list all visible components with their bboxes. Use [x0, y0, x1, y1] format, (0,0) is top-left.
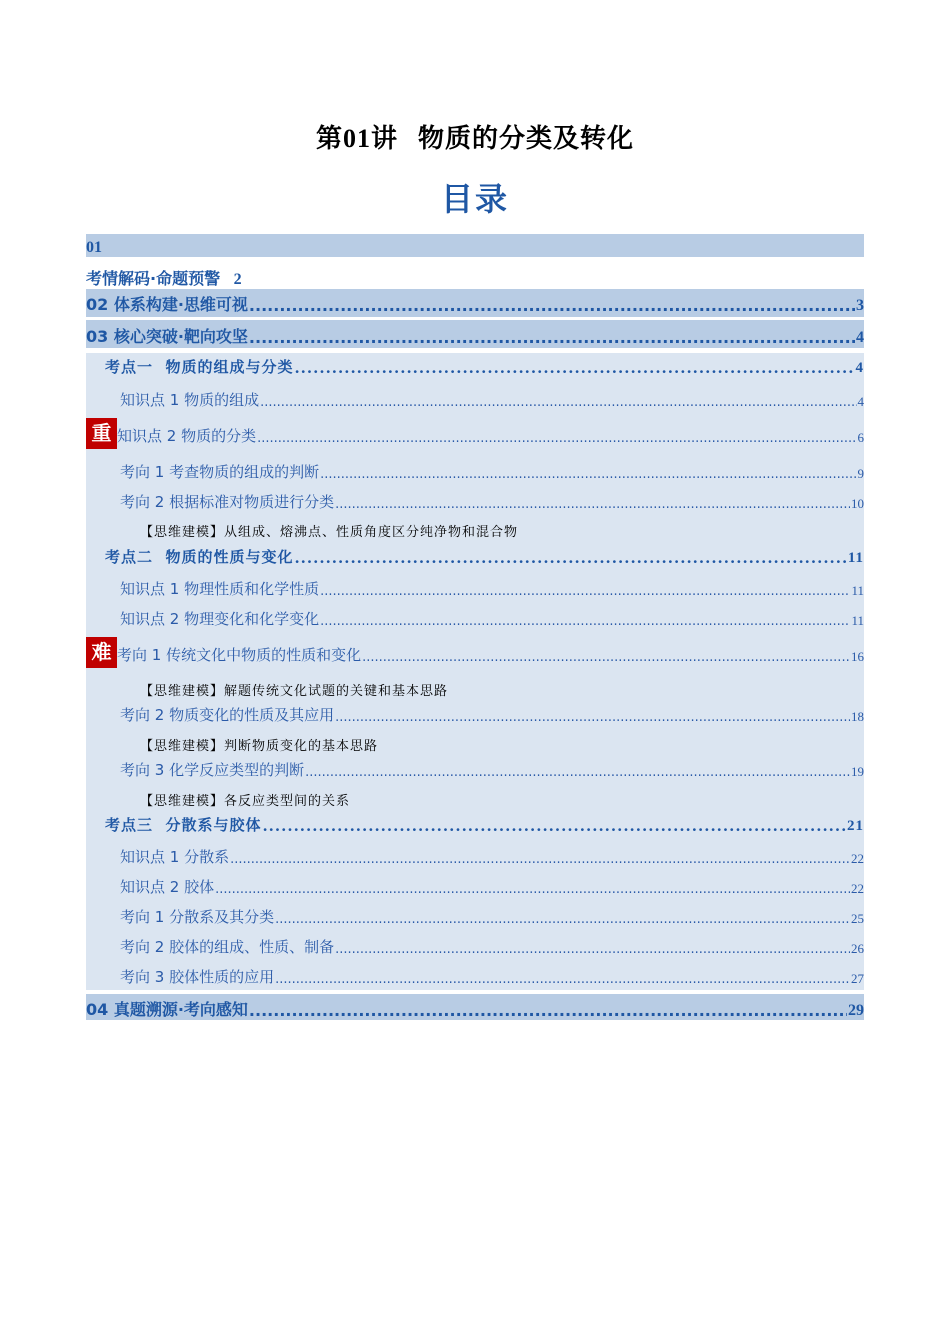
page-title — [0, 118, 950, 155]
toc-item-label: 考向 1 考查物质的组成的判断 — [120, 463, 320, 481]
toc-k1-zhishidian-2[interactable] — [86, 425, 864, 446]
toc-item-page: 6 — [857, 430, 864, 445]
title-prefix: 第 — [315, 124, 343, 154]
toc-kaodian-3-label: 考点三 分散系与胶体 — [105, 816, 262, 834]
toc-item-label: 知识点 1 物理性质和化学性质 — [120, 580, 320, 598]
leader-dots — [294, 359, 854, 377]
toc-item-page: 9 — [857, 466, 864, 481]
toc-k3-zhishidian-1[interactable] — [86, 846, 864, 867]
toc-kaodian-3-page: 21 — [847, 818, 864, 834]
toc-item-page: 27 — [851, 971, 864, 986]
toc-k3-kaoxiang-3[interactable] — [86, 966, 864, 987]
toc-item-label: 知识点 2 物质的分类 — [117, 427, 257, 445]
toc-kaodian-1[interactable] — [86, 356, 864, 377]
toc-kaodian-1-label: 考点一 物质的组成与分类 — [105, 358, 294, 376]
toc-k2-kaoxiang-3[interactable] — [86, 759, 864, 780]
toc-item-label: 考向 2 胶体的组成、性质、制备 — [120, 938, 335, 956]
toc-kaodian-2[interactable] — [86, 546, 864, 567]
leader-dots — [275, 912, 850, 927]
toc-k1-kaoxiang-1[interactable] — [86, 461, 864, 482]
toc-k3-kaoxiang-1[interactable] — [86, 906, 864, 927]
toc-section-02-label: 02 体系构建·思维可视 — [86, 295, 248, 314]
leader-dots — [260, 395, 856, 410]
leader-dots — [320, 467, 856, 482]
toc-section-01[interactable] — [86, 266, 242, 289]
difficult-point-badge: 难 — [86, 637, 117, 668]
toc-section-04[interactable] — [86, 997, 864, 1020]
toc-item-label: 知识点 1 物质的组成 — [120, 391, 260, 409]
toc-k2-kaoxiang-2[interactable] — [86, 704, 864, 725]
toc-item-page: 11 — [851, 613, 864, 628]
leader-dots — [335, 497, 850, 512]
toc-item-label: 考向 3 胶体性质的应用 — [120, 968, 275, 986]
toc-k3-zhishidian-2[interactable] — [86, 876, 864, 897]
toc-item-label: 考向 1 分散系及其分类 — [120, 908, 275, 926]
title-suffix: 讲 物质的分类及转化 — [370, 124, 635, 154]
toc-item-label: 考向 1 传统文化中物质的性质和变化 — [117, 646, 362, 664]
toc-k3-kaoxiang-2[interactable] — [86, 936, 864, 957]
toc-item-page: 4 — [857, 394, 864, 409]
toc-item-label: 知识点 2 物理变化和化学变化 — [120, 610, 320, 628]
toc-item-page: 25 — [851, 911, 864, 926]
toc-item-page: 11 — [851, 583, 864, 598]
toc-item-page: 16 — [851, 649, 864, 664]
toc-k2-zhishidian-1[interactable] — [86, 578, 864, 599]
toc-kaodian-2-page: 11 — [847, 550, 864, 566]
toc-section-01-number: 01 — [86, 239, 102, 256]
toc-item-page: 18 — [851, 709, 864, 724]
toc-item-page: 10 — [851, 496, 864, 511]
toc-item-label: 知识点 1 分散系 — [120, 848, 230, 866]
band-section-01 — [86, 234, 864, 257]
toc-section-03[interactable] — [86, 324, 864, 347]
leader-dots — [305, 765, 850, 780]
toc-k1-kaoxiang-2[interactable] — [86, 491, 864, 512]
leader-dots — [362, 650, 850, 665]
toc-item-label: 考向 2 根据标准对物质进行分类 — [120, 493, 335, 511]
toc-section-03-page: 4 — [856, 329, 864, 346]
leader-dots — [294, 549, 846, 567]
toc-kaodian-1-page: 4 — [855, 360, 864, 376]
toc-kaodian-2-label: 考点二 物质的性质与变化 — [105, 548, 294, 566]
toc-section-04-label: 04 真题溯源·考向感知 — [86, 1000, 248, 1019]
leader-dots — [249, 328, 855, 347]
toc-k1-zhishidian-1[interactable] — [86, 389, 864, 410]
toc-k2-siwei-jianmo-3[interactable]: 【思维建模】各反应类型间的关系 — [140, 794, 351, 809]
toc-section-03-label: 03 核心突破·靶向攻坚 — [86, 327, 248, 346]
toc-item-label: 考向 3 化学反应类型的判断 — [120, 761, 305, 779]
toc-section-04-page: 29 — [848, 1002, 864, 1019]
leader-dots — [320, 614, 850, 629]
leader-dots — [249, 1001, 847, 1020]
leader-dots — [249, 296, 855, 315]
toc-item-page: 22 — [851, 851, 864, 866]
toc-section-02[interactable] — [86, 292, 864, 315]
leader-dots — [262, 817, 846, 835]
toc-k2-kaoxiang-1[interactable] — [86, 644, 864, 665]
toc-item-page: 19 — [851, 764, 864, 779]
toc-item-page: 26 — [851, 941, 864, 956]
leader-dots — [257, 431, 856, 446]
key-point-badge: 重 — [86, 418, 117, 449]
leader-dots — [215, 882, 850, 897]
toc-kaodian-3[interactable] — [86, 814, 864, 835]
toc-k2-siwei-jianmo-2[interactable]: 【思维建模】判断物质变化的基本思路 — [140, 739, 379, 754]
toc-section-01-page: 2 — [233, 271, 242, 288]
toc-k1-siwei-jianmo-1[interactable]: 【思维建模】从组成、熔沸点、性质角度区分纯净物和混合物 — [140, 525, 519, 540]
toc-k2-zhishidian-2[interactable] — [86, 608, 864, 629]
leader-dots — [335, 710, 850, 725]
toc-item-label: 考向 2 物质变化的性质及其应用 — [120, 706, 335, 724]
toc-heading: 目录 — [440, 180, 509, 218]
leader-dots — [320, 584, 850, 599]
toc-k2-siwei-jianmo-1[interactable]: 【思维建模】解题传统文化试题的关键和基本思路 — [140, 684, 449, 699]
toc-item-label: 知识点 2 胶体 — [120, 878, 215, 896]
title-number: 01 — [342, 124, 371, 153]
leader-dots — [275, 972, 850, 987]
toc-section-01-label: 考情解码·命题预警 — [86, 269, 221, 288]
leader-dots — [230, 852, 850, 867]
toc-section-02-page: 3 — [856, 297, 864, 314]
toc-item-page: 22 — [851, 881, 864, 896]
leader-dots — [335, 942, 850, 957]
